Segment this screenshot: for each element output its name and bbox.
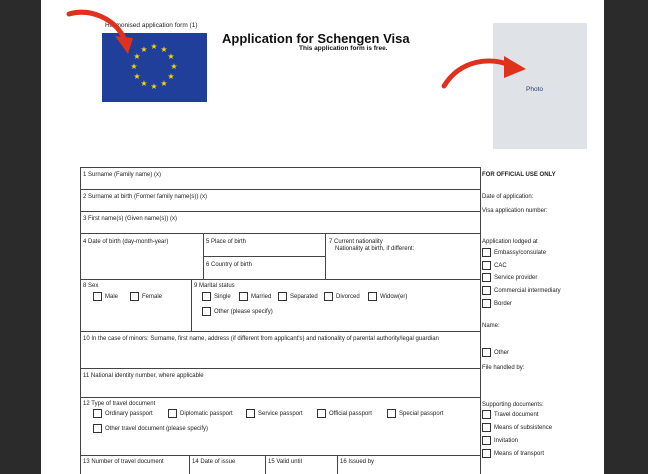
official-border-option[interactable]: Border [482, 299, 512, 308]
official-transport-option[interactable]: Means of transport [482, 449, 544, 458]
official-name-label: Name: [482, 323, 500, 329]
star-icon: ★ [167, 52, 175, 61]
checkbox[interactable] [93, 424, 102, 433]
checkbox[interactable] [93, 409, 102, 418]
col-divider [265, 455, 266, 474]
star-icon: ★ [150, 82, 158, 91]
star-icon: ★ [160, 79, 168, 88]
official-subsistence-option[interactable]: Means of subsistence [482, 423, 552, 432]
col-divider [337, 455, 338, 474]
checkbox[interactable] [482, 299, 491, 308]
row-divider [80, 331, 480, 332]
marital-option-other[interactable]: Other (please specify) [202, 307, 273, 316]
official-embassy-option[interactable]: Embassy/consulate [482, 248, 546, 257]
row-divider [80, 368, 480, 369]
page-subtitle: This application form is free. [299, 45, 388, 52]
field-first-names[interactable]: 3 First name(s) (Given name(s)) (x) [83, 216, 178, 222]
field-country-of-birth[interactable]: 6 Country of birth [206, 262, 253, 268]
col-divider [325, 233, 326, 279]
field-national-id[interactable]: 11 National identity number, where applicable [83, 373, 204, 379]
official-divider [480, 167, 481, 474]
checkbox[interactable] [482, 410, 491, 419]
checkbox[interactable] [482, 261, 491, 270]
doc-option-service[interactable]: Service passport [246, 409, 303, 418]
field-date-of-issue[interactable]: 14 Date of issue [192, 459, 236, 465]
row-divider [80, 455, 480, 456]
checkbox[interactable] [482, 286, 491, 295]
official-cac-option[interactable]: CAC [482, 261, 507, 270]
checkbox[interactable] [317, 409, 326, 418]
field-travel-document-type: 12 Type of travel document [83, 401, 156, 407]
checkbox[interactable] [482, 348, 491, 357]
official-lodged-label: Application lodged at [482, 239, 538, 245]
row-divider [80, 189, 480, 190]
star-icon: ★ [130, 62, 138, 71]
arrow-pointer-photo-icon [440, 52, 530, 92]
official-heading: FOR OFFICIAL USE ONLY [482, 172, 556, 178]
row-divider [80, 279, 480, 280]
doc-option-other[interactable]: Other travel document (please specify) [93, 424, 208, 433]
field-surname-at-birth[interactable]: 2 Surname at birth (Former family name(s)) (x) [83, 194, 208, 200]
checkbox[interactable] [130, 292, 139, 301]
star-icon: ★ [140, 79, 148, 88]
checkbox[interactable] [93, 292, 102, 301]
official-invitation-option[interactable]: Invitation [482, 436, 518, 445]
star-icon: ★ [133, 52, 141, 61]
star-icon: ★ [160, 45, 168, 54]
official-handled-by-label: File handled by: [482, 365, 525, 371]
row-divider [80, 397, 480, 398]
doc-option-special[interactable]: Special passport [387, 409, 443, 418]
row-divider [203, 256, 325, 257]
checkbox[interactable] [368, 292, 377, 301]
checkbox[interactable] [202, 307, 211, 316]
arrow-pointer-flag-icon [65, 8, 135, 58]
checkbox[interactable] [482, 436, 491, 445]
official-commercial-option[interactable]: Commercial intermediary [482, 286, 561, 295]
checkbox[interactable] [168, 409, 177, 418]
field-current-nationality[interactable]: 7 Current nationality [329, 239, 383, 245]
official-supporting-label: Supporting documents: [482, 402, 544, 408]
form-top-border [80, 167, 480, 168]
field-minors-guardian[interactable]: 10 In the case of minors: Surname, first name, address (if different from applicant's) and nationality of parental authority/legal guardian [83, 336, 439, 342]
sex-option-female[interactable]: Female [130, 292, 162, 301]
checkbox[interactable] [239, 292, 248, 301]
doc-option-official[interactable]: Official passport [317, 409, 372, 418]
form-page [41, 0, 604, 474]
field-valid-until[interactable]: 15 Valid until [268, 459, 302, 465]
star-icon: ★ [150, 42, 158, 51]
star-icon: ★ [167, 72, 175, 81]
official-service-provider-option[interactable]: Service provider [482, 273, 537, 282]
official-travel-doc-option[interactable]: Travel document [482, 410, 538, 419]
col-divider [191, 279, 192, 331]
marital-option-single[interactable]: Single [202, 292, 231, 301]
field-marital-status: 9 Marital status [194, 283, 235, 289]
star-icon: ★ [133, 72, 141, 81]
official-other-option[interactable]: Other [482, 348, 509, 357]
official-date-label: Date of application: [482, 194, 534, 200]
field-place-of-birth[interactable]: 5 Place of birth [206, 239, 247, 245]
star-icon: ★ [140, 45, 148, 54]
page-title: Application for Schengen Visa [222, 31, 410, 46]
sex-option-male[interactable]: Male [93, 292, 118, 301]
row-divider [80, 233, 480, 234]
field-sex: 8 Sex [83, 283, 99, 289]
doc-option-diplomatic[interactable]: Diplomatic passport [168, 409, 233, 418]
photo-label: Photo [526, 86, 543, 93]
revised-note: Harmonised application form (1) [105, 22, 198, 29]
marital-option-divorced[interactable]: Divorced [324, 292, 360, 301]
form-left-border [80, 167, 81, 474]
checkbox[interactable] [482, 423, 491, 432]
marital-option-married[interactable]: Married [239, 292, 271, 301]
field-surname[interactable]: 1 Surname (Family name) (x) [83, 172, 162, 178]
col-divider [189, 455, 190, 474]
row-divider [80, 211, 480, 212]
marital-option-separated[interactable]: Separated [278, 292, 318, 301]
checkbox[interactable] [482, 449, 491, 458]
checkbox[interactable] [202, 292, 211, 301]
checkbox[interactable] [387, 409, 396, 418]
checkbox[interactable] [278, 292, 287, 301]
star-icon: ★ [170, 62, 178, 71]
checkbox[interactable] [246, 409, 255, 418]
doc-option-ordinary[interactable]: Ordinary passport [93, 409, 153, 418]
field-date-of-birth[interactable]: 4 Date of birth (day-month-year) [83, 239, 169, 245]
checkbox[interactable] [324, 292, 333, 301]
checkbox[interactable] [482, 273, 491, 282]
field-issued-by[interactable]: 16 Issued by [340, 459, 375, 465]
marital-option-widower[interactable]: Widow(er) [368, 292, 407, 301]
field-document-number[interactable]: 13 Number of travel document [83, 459, 164, 465]
checkbox[interactable] [482, 248, 491, 257]
official-visa-number-label: Visa application number: [482, 208, 548, 214]
field-nationality-at-birth[interactable]: Nationality at birth, if different: [335, 246, 415, 252]
